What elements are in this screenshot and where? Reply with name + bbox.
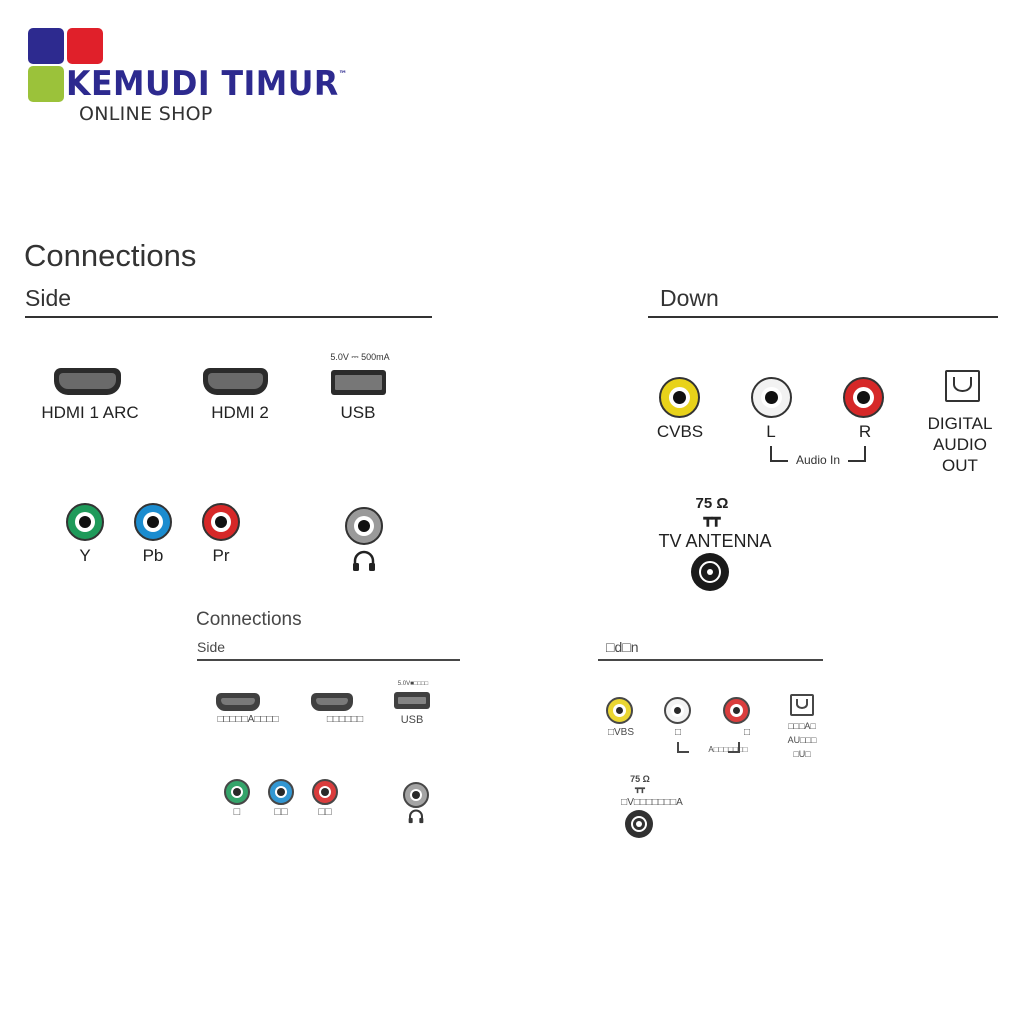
lower-y-port	[224, 779, 250, 805]
lower-digital-audio-line-2: AU□□□	[787, 735, 817, 745]
lower-cvbs-port	[606, 697, 633, 724]
pr-port	[202, 503, 240, 541]
lower-tv-antenna-label: □V□□□□□□□A	[621, 797, 683, 808]
lower-audio-in-bracket-left	[677, 742, 689, 753]
audio-in-bracket-right	[848, 446, 866, 462]
headphone-icon	[352, 550, 376, 572]
antenna-symbol: ┳┳	[703, 510, 721, 526]
hdmi-2-port	[203, 368, 268, 395]
audio-r-label: R	[858, 422, 872, 441]
digital-audio-line-1: DIGITAL	[927, 414, 993, 433]
lower-hdmi-1-port	[216, 693, 260, 711]
hdmi-2-label: HDMI 2	[211, 403, 269, 422]
lower-cvbs-label: □VBS	[607, 727, 635, 738]
pb-label: Pb	[142, 546, 164, 565]
lower-tv-antenna-port	[625, 810, 653, 838]
lower-pr-label: □□	[318, 806, 332, 818]
y-port	[66, 503, 104, 541]
audio-r-port	[843, 377, 884, 418]
usb-port	[331, 370, 386, 395]
headphone-port	[345, 507, 383, 545]
usb-label: USB	[340, 403, 376, 422]
digital-audio-line-2: AUDIO	[933, 435, 987, 454]
connections-title: Connections	[24, 238, 197, 273]
lower-antenna-symbol: ┳┳	[635, 784, 645, 793]
brand-name: KEMUDI TIMUR™	[66, 64, 348, 104]
logo-square-red	[67, 28, 103, 64]
tv-antenna-label: TV ANTENNA	[658, 531, 772, 551]
lower-hdmi-2-label: □□□□□□	[326, 714, 364, 725]
lower-usb-rating: 5.0V■□□□□	[397, 681, 429, 687]
lower-hdmi-2-port	[311, 693, 353, 711]
lower-digital-audio-out-port	[790, 694, 814, 716]
lower-connections-title: Connections	[196, 609, 302, 630]
lower-side-rule	[197, 659, 460, 661]
usb-rating: 5.0V ⎓ 500mA	[330, 352, 390, 362]
ohm-label: 75 Ω	[695, 495, 729, 512]
y-label: Y	[79, 546, 91, 565]
audio-in-label: Audio In	[795, 453, 841, 467]
lower-usb-label: USB	[400, 714, 424, 726]
lower-pb-port	[268, 779, 294, 805]
down-rule	[648, 316, 998, 318]
lower-side-heading: Side	[197, 639, 226, 655]
logo-square-blue	[28, 28, 64, 64]
down-heading: Down	[660, 285, 719, 311]
hdmi-1-port	[54, 368, 121, 395]
pb-port	[134, 503, 172, 541]
logo-square-green	[28, 66, 64, 102]
lower-hdmi-1-label: □□□□□A□□□□	[217, 714, 279, 725]
hdmi-1-label: HDMI 1 ARC	[41, 403, 139, 422]
lower-down-heading: □d□n	[606, 639, 639, 655]
lower-audio-in-label: A□□□□□□□	[708, 745, 748, 754]
lower-down-rule	[598, 659, 823, 661]
digital-audio-line-3: OUT	[942, 456, 978, 475]
lower-ohm-label: 75 Ω	[630, 774, 650, 784]
brand-subtitle: ONLINE SHOP	[79, 103, 213, 125]
lower-usb-port	[394, 692, 430, 709]
lower-audio-l-label: □	[674, 727, 682, 738]
pr-label: Pr	[212, 546, 230, 565]
cvbs-label: CVBS	[656, 422, 704, 441]
tv-antenna-port	[691, 553, 729, 591]
cvbs-port	[659, 377, 700, 418]
lower-digital-audio-line-1: □□□A□	[788, 721, 816, 731]
lower-pb-label: □□	[274, 806, 288, 818]
audio-l-label: L	[766, 422, 776, 441]
digital-audio-out-port	[945, 370, 980, 402]
lower-pr-port	[312, 779, 338, 805]
lower-headphone-port	[403, 782, 429, 808]
lower-audio-r-port	[723, 697, 750, 724]
lower-audio-r-label: □	[743, 727, 751, 738]
lower-headphone-icon	[408, 809, 424, 824]
side-rule	[25, 316, 432, 318]
lower-y-label: □	[233, 806, 241, 818]
audio-l-port	[751, 377, 792, 418]
side-heading: Side	[25, 285, 72, 311]
lower-digital-audio-line-3: □U□	[793, 749, 811, 759]
lower-audio-l-port	[664, 697, 691, 724]
